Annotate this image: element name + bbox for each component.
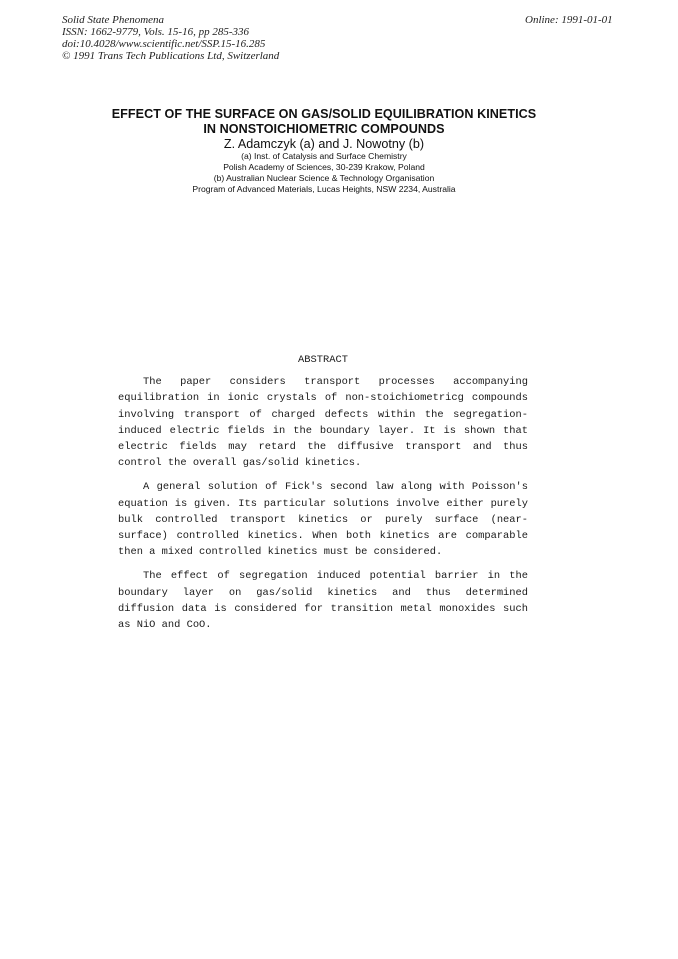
title-block (0, 107, 648, 195)
affiliation-3: (b) Australian Nuclear Science & Technology Organisation (213, 173, 435, 183)
abstract-heading: ABSTRACT (298, 354, 348, 366)
paper-title-line-1: EFFECT OF THE SURFACE ON GAS/SOLID EQUILIBRATION KINETICS (111, 107, 537, 121)
abstract-section (118, 352, 528, 641)
issn-line: ISSN: 1662-9779, Vols. 15-16, pp 285-336 (62, 26, 249, 38)
doi-line: doi:10.4028/www.scientific.net/SSP.15-16.285 (62, 38, 266, 50)
abstract-paragraph: The effect of segregation induced potential barrier in the boundary layer on gas/solid kinetics and thus determined diffusion data is considered for transition metal monoxides such as NiO and CoO. (118, 570, 528, 632)
online-date: Online: 1991-01-01 (525, 14, 613, 26)
authors: Z. Adamczyk (a) and J. Nowotny (b) (223, 137, 425, 151)
affiliation-2: Polish Academy of Sciences, 30-239 Krakow, Poland (223, 162, 425, 172)
copyright-line: © 1991 Trans Tech Publications Ltd, Switzerland (62, 50, 280, 62)
journal-name: Solid State Phenomena (62, 14, 165, 26)
journal-header (62, 14, 279, 62)
affiliation-1: (a) Inst. of Catalysis and Surface Chemistry (241, 151, 407, 161)
abstract-paragraph: The paper considers transport processes accompanying equilibration in ionic crystals of non-stoichiometricg compounds involving transport of charged defects within the segregation-induced electric fields in the boundary layer. It is shown that electric fields may retard the diffusive transport and thus control the overall gas/solid kinetics. (118, 376, 528, 470)
affiliation-4: Program of Advanced Materials, Lucas Heights, NSW 2234, Australia (192, 184, 456, 194)
paper-title-line-2: IN NONSTOICHIOMETRIC COMPOUNDS (203, 122, 445, 136)
abstract-paragraph: A general solution of Fick's second law along with Poisson's equation is given. Its particular solutions involve either purely bulk controlled transport kinetics or purely surface (near-surface) controlled kinetics. When both kinetics are comparable then a mixed controlled kinetics must be considered. (118, 481, 528, 559)
